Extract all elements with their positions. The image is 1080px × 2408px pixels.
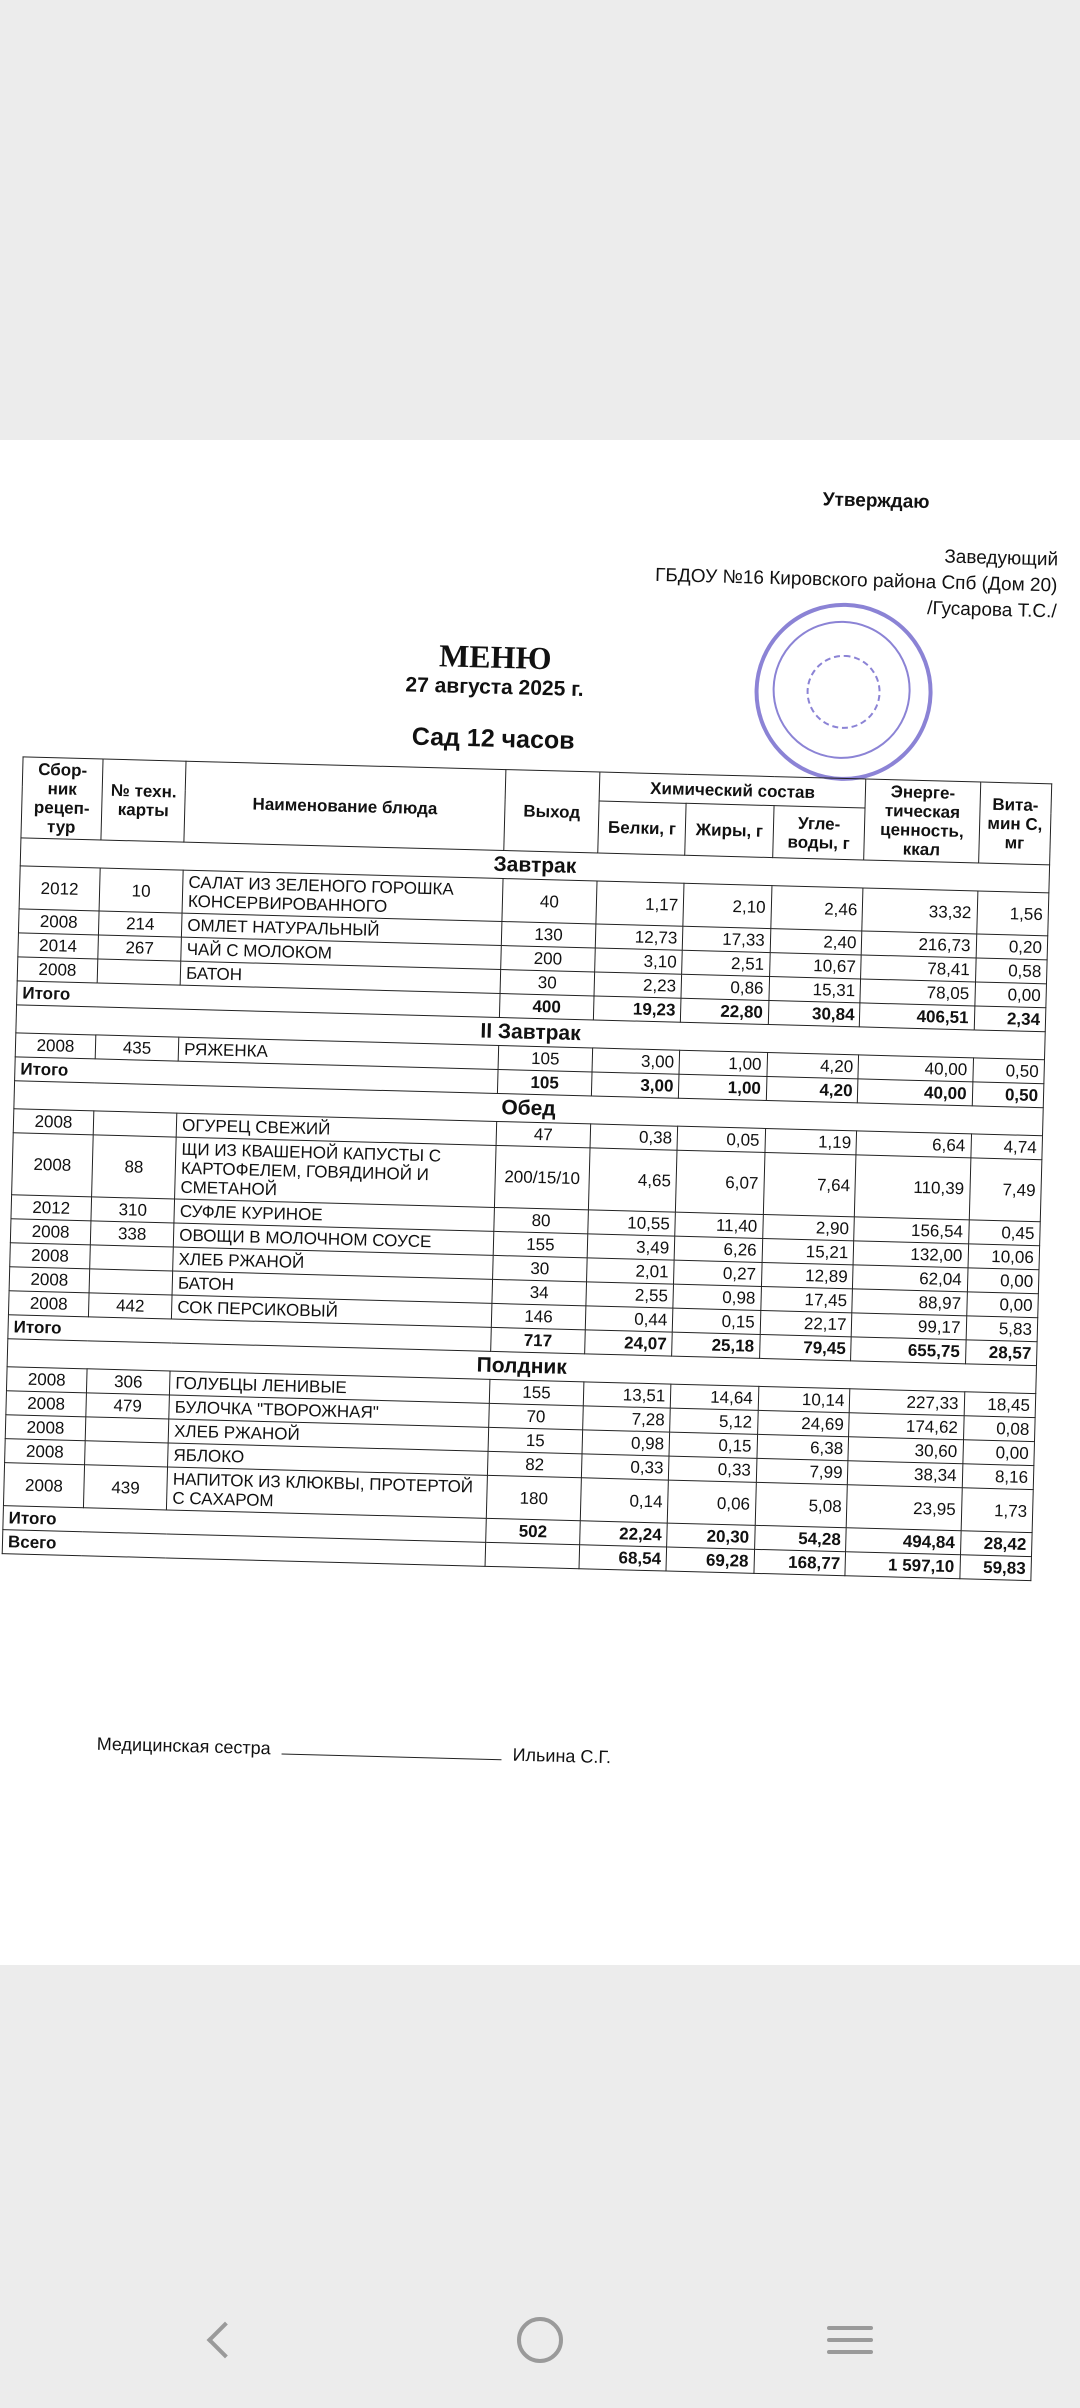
energy-cell: 62,04 bbox=[853, 1265, 968, 1292]
fat-cell: 0,33 bbox=[669, 1456, 757, 1482]
dish-name-cell: БАТОН bbox=[172, 1271, 492, 1303]
menu-date: 27 августа 2025 г. bbox=[405, 673, 584, 702]
protein-cell: 13,51 bbox=[583, 1382, 671, 1408]
header-collection: Сбор-ник рецеп-тур bbox=[21, 757, 103, 840]
fat-cell: 22,80 bbox=[681, 998, 769, 1024]
collection-cell: 2008 bbox=[5, 1439, 86, 1465]
fat-cell: 6,26 bbox=[674, 1236, 762, 1262]
header-fat: Жиры, г bbox=[685, 803, 774, 857]
card-cell: 435 bbox=[95, 1035, 179, 1061]
collection-cell: 2008 bbox=[10, 1219, 91, 1245]
vitc-cell: 8,16 bbox=[962, 1464, 1034, 1490]
dish-name-cell: ЯБЛОКО bbox=[168, 1443, 488, 1475]
yield-cell: 47 bbox=[496, 1121, 590, 1147]
card-cell: 88 bbox=[92, 1135, 177, 1199]
protein-cell: 3,00 bbox=[592, 1048, 680, 1074]
vitc-cell: 28,42 bbox=[960, 1531, 1032, 1557]
fat-cell: 6,07 bbox=[676, 1150, 765, 1214]
protein-cell: 7,28 bbox=[583, 1406, 671, 1432]
carbs-cell: 4,20 bbox=[766, 1077, 858, 1103]
section-title: Обед bbox=[14, 1081, 1043, 1136]
fat-cell: 11,40 bbox=[675, 1212, 763, 1238]
vitc-cell: 0,20 bbox=[976, 934, 1048, 960]
energy-cell: 110,39 bbox=[855, 1155, 971, 1220]
card-cell bbox=[97, 959, 181, 985]
carbs-cell: 12,89 bbox=[761, 1262, 853, 1288]
total-label: Итого bbox=[17, 981, 500, 1018]
card-cell bbox=[89, 1269, 173, 1295]
dish-name-cell: ГОЛУБЦЫ ЛЕНИВЫЕ bbox=[170, 1371, 490, 1403]
vitc-cell: 0,00 bbox=[974, 982, 1046, 1008]
carbs-cell: 10,67 bbox=[769, 953, 861, 979]
carbs-cell: 7,64 bbox=[763, 1152, 856, 1216]
recent-apps-icon bbox=[827, 2326, 873, 2354]
protein-cell: 19,23 bbox=[593, 996, 681, 1022]
energy-cell: 88,97 bbox=[852, 1289, 967, 1316]
menu-document bbox=[0, 467, 1060, 1893]
energy-cell: 30,60 bbox=[848, 1437, 963, 1464]
protein-cell: 3,10 bbox=[594, 948, 682, 974]
energy-cell: 1 597,10 bbox=[845, 1552, 960, 1579]
fat-cell: 20,30 bbox=[667, 1523, 755, 1549]
collection-cell: 2008 bbox=[12, 1133, 94, 1197]
nav-recent-button[interactable] bbox=[810, 2310, 890, 2370]
protein-cell: 0,44 bbox=[585, 1306, 673, 1332]
vitc-cell: 2,34 bbox=[974, 1006, 1046, 1032]
vitc-cell: 0,50 bbox=[972, 1058, 1044, 1084]
vitc-cell: 0,50 bbox=[972, 1082, 1044, 1108]
total-label: Итого bbox=[15, 1057, 498, 1094]
dish-name-cell: ОВОЩИ В МОЛОЧНОМ СОУСЕ bbox=[173, 1223, 493, 1255]
fat-cell: 0,86 bbox=[681, 974, 769, 1000]
protein-cell: 4,65 bbox=[588, 1148, 677, 1212]
protein-cell: 0,98 bbox=[582, 1430, 670, 1456]
carbs-cell: 30,84 bbox=[768, 1001, 860, 1027]
dish-name-cell: РЯЖЕНКА bbox=[178, 1037, 498, 1069]
protein-cell: 68,54 bbox=[579, 1545, 667, 1571]
vitc-cell: 0,08 bbox=[963, 1416, 1035, 1442]
system-nav-bar bbox=[0, 2290, 1080, 2408]
yield-cell: 70 bbox=[489, 1403, 583, 1429]
back-icon bbox=[207, 2322, 244, 2359]
fat-cell: 0,06 bbox=[668, 1480, 757, 1525]
yield-cell: 30 bbox=[500, 970, 594, 996]
energy-cell: 655,75 bbox=[851, 1337, 966, 1364]
protein-cell: 12,73 bbox=[595, 924, 683, 950]
carbs-cell: 22,17 bbox=[760, 1310, 852, 1336]
energy-cell: 174,62 bbox=[849, 1413, 964, 1440]
header-carbs: Угле-воды, г bbox=[772, 806, 865, 860]
card-cell: 479 bbox=[86, 1393, 170, 1419]
dish-name-cell: ЧАЙ С МОЛОКОМ bbox=[181, 937, 501, 969]
vitc-cell: 0,45 bbox=[968, 1220, 1040, 1246]
menu-table bbox=[2, 756, 1053, 1581]
carbs-cell: 15,31 bbox=[769, 977, 861, 1003]
nav-back-button[interactable] bbox=[185, 2310, 265, 2370]
vitc-cell: 0,00 bbox=[962, 1440, 1034, 1466]
yield-cell: 40 bbox=[502, 879, 597, 924]
carbs-cell: 15,21 bbox=[762, 1238, 854, 1264]
vitc-cell: 28,57 bbox=[965, 1340, 1037, 1366]
yield-cell: 80 bbox=[494, 1207, 588, 1233]
protein-cell: 0,14 bbox=[580, 1478, 669, 1523]
yield-cell: 105 bbox=[498, 1045, 592, 1071]
document-page bbox=[0, 440, 1080, 1965]
carbs-cell: 7,99 bbox=[756, 1458, 848, 1484]
carbs-cell: 24,69 bbox=[757, 1410, 849, 1436]
yield-cell: 15 bbox=[488, 1427, 582, 1453]
carbs-cell: 54,28 bbox=[754, 1525, 846, 1551]
vitc-cell: 4,74 bbox=[970, 1134, 1042, 1160]
energy-cell: 216,73 bbox=[862, 931, 977, 958]
yield-cell: 200/15/10 bbox=[494, 1145, 589, 1209]
protein-cell: 0,38 bbox=[590, 1124, 678, 1150]
yield-cell: 34 bbox=[492, 1279, 586, 1305]
collection-cell: 2008 bbox=[13, 1109, 94, 1135]
collection-cell: 2012 bbox=[11, 1195, 92, 1221]
yield-cell: 180 bbox=[486, 1475, 581, 1520]
nav-home-button[interactable] bbox=[500, 2310, 580, 2370]
section-title: Завтрак bbox=[20, 838, 1049, 893]
dish-name-cell: БАТОН bbox=[180, 961, 500, 993]
energy-cell: 132,00 bbox=[853, 1241, 968, 1268]
vitc-cell: 0,58 bbox=[975, 958, 1047, 984]
carbs-cell: 2,90 bbox=[762, 1214, 854, 1240]
dish-name-cell: ХЛЕБ РЖАНОЙ bbox=[168, 1419, 488, 1451]
dish-name-cell: ХЛЕБ РЖАНОЙ bbox=[173, 1247, 493, 1279]
nurse-name: Ильина С.Г. bbox=[512, 1744, 612, 1768]
protein-cell: 3,00 bbox=[591, 1072, 679, 1098]
fat-cell: 14,64 bbox=[671, 1384, 759, 1410]
collection-cell: 2008 bbox=[17, 957, 98, 983]
carbs-cell: 168,77 bbox=[754, 1549, 846, 1575]
card-cell: 338 bbox=[90, 1221, 174, 1247]
menu-title: МЕНЮ bbox=[438, 637, 553, 677]
approval-position: Заведующий bbox=[944, 546, 1059, 571]
yield-cell: 155 bbox=[493, 1231, 587, 1257]
card-cell bbox=[90, 1245, 174, 1271]
title-block bbox=[323, 634, 666, 758]
collection-cell: 2008 bbox=[18, 909, 99, 935]
group-title: Сад 12 часов bbox=[411, 722, 575, 755]
collection-cell: 2012 bbox=[19, 866, 100, 911]
total-label: Итого bbox=[3, 1506, 486, 1543]
carbs-cell: 1,19 bbox=[765, 1128, 857, 1154]
header-energy: Энерге-тическая ценность, ккал bbox=[864, 779, 980, 863]
energy-cell: 40,00 bbox=[858, 1055, 973, 1082]
fat-cell: 0,98 bbox=[673, 1284, 761, 1310]
protein-cell: 0,33 bbox=[581, 1454, 669, 1480]
yield-cell: 130 bbox=[501, 922, 595, 948]
fat-cell: 5,12 bbox=[670, 1408, 758, 1434]
header-chem: Химический состав bbox=[599, 772, 866, 808]
yield-cell: 717 bbox=[491, 1327, 585, 1353]
protein-cell: 2,55 bbox=[586, 1282, 674, 1308]
collection-cell: 2014 bbox=[18, 933, 99, 959]
fat-cell: 25,18 bbox=[672, 1332, 760, 1358]
carbs-cell: 2,46 bbox=[771, 886, 864, 931]
card-cell bbox=[85, 1417, 169, 1443]
fat-cell: 17,33 bbox=[683, 926, 771, 952]
yield-cell: 105 bbox=[497, 1069, 591, 1095]
energy-cell: 156,54 bbox=[854, 1217, 969, 1244]
energy-cell: 494,84 bbox=[846, 1528, 961, 1555]
vitc-cell: 10,06 bbox=[968, 1244, 1040, 1270]
stamp-seal-icon bbox=[752, 601, 935, 784]
protein-cell: 10,55 bbox=[588, 1210, 676, 1236]
header-card: № техн. карты bbox=[101, 759, 186, 842]
card-cell: 306 bbox=[86, 1369, 170, 1395]
carbs-cell: 79,45 bbox=[759, 1334, 851, 1360]
yield-cell: 155 bbox=[489, 1379, 583, 1405]
nurse-role: Медицинская сестра bbox=[96, 1733, 271, 1759]
carbs-cell: 6,38 bbox=[757, 1434, 849, 1460]
header-protein: Белки, г bbox=[598, 801, 687, 855]
energy-cell: 6,64 bbox=[856, 1131, 971, 1158]
dish-name-cell: САЛАТ ИЗ ЗЕЛЕНОГО ГОРОШКА КОНСЕРВИРОВАННОГО bbox=[182, 870, 503, 921]
card-cell: 442 bbox=[88, 1293, 172, 1319]
energy-cell: 33,32 bbox=[862, 888, 977, 934]
card-cell bbox=[93, 1111, 177, 1137]
yield-cell: 146 bbox=[491, 1303, 585, 1329]
energy-cell: 78,41 bbox=[861, 955, 976, 982]
approval-title: Утверждаю bbox=[822, 489, 930, 514]
vitc-cell: 1,73 bbox=[961, 1488, 1034, 1533]
yield-cell: 82 bbox=[487, 1451, 581, 1477]
collection-cell: 2008 bbox=[8, 1291, 89, 1317]
vitc-cell: 59,83 bbox=[959, 1555, 1031, 1581]
table-header-row bbox=[22, 757, 1051, 813]
energy-cell: 227,33 bbox=[850, 1389, 965, 1416]
fat-cell: 0,27 bbox=[674, 1260, 762, 1286]
energy-cell: 38,34 bbox=[848, 1461, 963, 1488]
total-label: Всего bbox=[2, 1530, 485, 1567]
fat-cell: 2,51 bbox=[682, 950, 770, 976]
card-cell: 439 bbox=[83, 1465, 167, 1510]
home-icon bbox=[517, 2317, 563, 2363]
carbs-cell: 17,45 bbox=[761, 1286, 853, 1312]
fat-cell: 1,00 bbox=[679, 1050, 767, 1076]
dish-name-cell: НАПИТОК ИЗ КЛЮКВЫ, ПРОТЕРТОЙ С САХАРОМ bbox=[167, 1467, 488, 1518]
energy-cell: 23,95 bbox=[847, 1485, 962, 1531]
energy-cell: 406,51 bbox=[860, 1003, 975, 1030]
dish-name-cell: СУФЛЕ КУРИНОЕ bbox=[174, 1199, 494, 1231]
fat-cell: 69,28 bbox=[666, 1547, 754, 1573]
dish-name-cell: ЩИ ИЗ КВАШЕНОЙ КАПУСТЫ С КАРТОФЕЛЕМ, ГОВЯДИНОЙ И СМЕТАНОЙ bbox=[175, 1137, 496, 1207]
header-vitc: Вита-мин С, мг bbox=[978, 782, 1052, 865]
total-label: Итого bbox=[8, 1315, 491, 1352]
protein-cell: 3,49 bbox=[587, 1234, 675, 1260]
energy-cell: 40,00 bbox=[858, 1079, 973, 1106]
collection-cell: 2008 bbox=[15, 1033, 96, 1059]
header-yield: Выход bbox=[504, 770, 600, 853]
section-title: Полдник bbox=[7, 1339, 1036, 1394]
energy-cell: 78,05 bbox=[860, 979, 975, 1006]
card-cell: 310 bbox=[91, 1197, 175, 1223]
card-cell bbox=[85, 1441, 169, 1467]
yield-cell: 200 bbox=[501, 946, 595, 972]
signature-underline bbox=[282, 1754, 502, 1761]
energy-cell: 99,17 bbox=[852, 1313, 967, 1340]
fat-cell: 2,10 bbox=[683, 883, 772, 928]
card-cell: 267 bbox=[98, 935, 182, 961]
collection-cell: 2008 bbox=[6, 1391, 87, 1417]
signature-line bbox=[96, 1734, 611, 1768]
carbs-cell: 2,40 bbox=[770, 929, 862, 955]
fat-cell: 1,00 bbox=[679, 1074, 767, 1100]
fat-cell: 0,05 bbox=[677, 1126, 765, 1152]
vitc-cell: 5,83 bbox=[966, 1316, 1038, 1342]
dish-name-cell: ОГУРЕЦ СВЕЖИЙ bbox=[176, 1113, 496, 1145]
collection-cell: 2008 bbox=[10, 1243, 91, 1269]
section-title: II Завтрак bbox=[16, 1005, 1045, 1060]
carbs-cell: 5,08 bbox=[755, 1482, 848, 1527]
vitc-cell: 1,56 bbox=[976, 891, 1049, 936]
protein-cell: 2,01 bbox=[586, 1258, 674, 1284]
protein-cell: 2,23 bbox=[594, 972, 682, 998]
yield-cell: 502 bbox=[486, 1518, 580, 1544]
yield-cell bbox=[485, 1542, 579, 1568]
approval-signature: /Гусарова Т.С./ bbox=[926, 598, 1057, 623]
carbs-cell: 4,20 bbox=[767, 1053, 859, 1079]
yield-cell: 30 bbox=[493, 1255, 587, 1281]
fat-cell: 0,15 bbox=[669, 1432, 757, 1458]
dish-name-cell: СОК ПЕРСИКОВЫЙ bbox=[172, 1295, 492, 1327]
vitc-cell: 18,45 bbox=[964, 1392, 1036, 1418]
collection-cell: 2008 bbox=[3, 1463, 84, 1508]
dish-name-cell: БУЛОЧКА "ТВОРОЖНАЯ" bbox=[169, 1395, 489, 1427]
protein-cell: 24,07 bbox=[584, 1330, 672, 1356]
yield-cell: 400 bbox=[499, 993, 593, 1019]
collection-cell: 2008 bbox=[9, 1267, 90, 1293]
vitc-cell: 0,00 bbox=[966, 1292, 1038, 1318]
approval-org: ГБДОУ №16 Кировского района Спб (Дом 20) bbox=[654, 564, 1058, 597]
protein-cell: 22,24 bbox=[579, 1521, 667, 1547]
header-name: Наименование блюда bbox=[184, 761, 506, 850]
collection-cell: 2008 bbox=[6, 1367, 87, 1393]
card-cell: 10 bbox=[99, 868, 183, 913]
card-cell: 214 bbox=[98, 911, 182, 937]
collection-cell: 2008 bbox=[5, 1415, 86, 1441]
dish-name-cell: ОМЛЕТ НАТУРАЛЬНЫЙ bbox=[182, 913, 502, 945]
fat-cell: 0,15 bbox=[673, 1308, 761, 1334]
vitc-cell: 0,00 bbox=[967, 1268, 1039, 1294]
approval-block bbox=[497, 479, 1060, 626]
vitc-cell: 7,49 bbox=[969, 1158, 1042, 1222]
protein-cell: 1,17 bbox=[596, 881, 685, 926]
carbs-cell: 10,14 bbox=[758, 1386, 850, 1412]
